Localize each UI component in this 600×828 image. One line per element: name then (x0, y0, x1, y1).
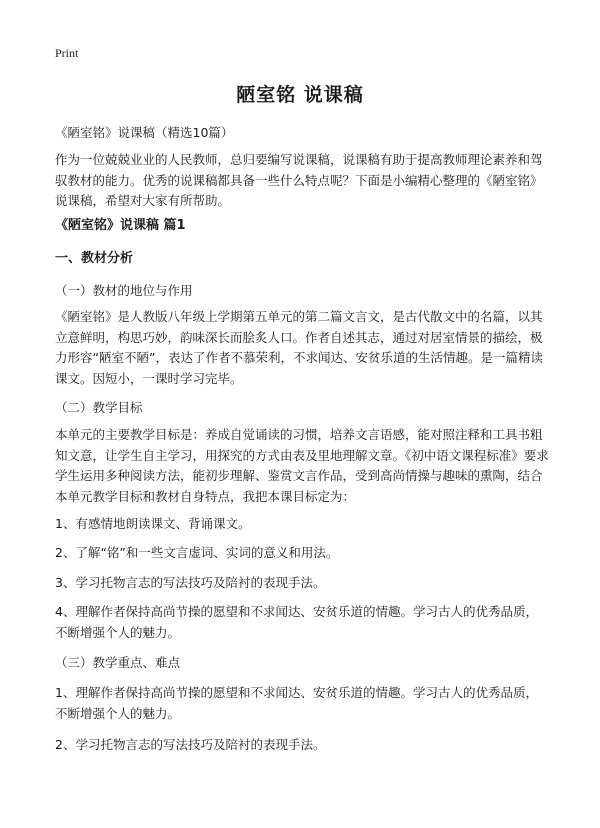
subsection-heading-3: （三）教学重点、难点 (55, 655, 181, 670)
article-heading: 《陋室铭》说课稿 篇1 (55, 218, 186, 233)
section-heading-1: 一、教材分析 (55, 251, 134, 266)
subsection-heading-2: （二）教学目标 (55, 400, 143, 415)
subsection-heading-1: （一）教材的地位与作用 (55, 283, 193, 298)
doc-subtitle: 《陋室铭》说课稿（精选10篇） (55, 125, 234, 140)
key-item-1: 1、理解作者保持高尚节操的愿望和不求闻达、安贫乐道的情趣。学习古人的优秀品质，不断增强个人的魅力。 (55, 685, 538, 721)
page-title: 陋室铭 说课稿 (236, 84, 364, 106)
goal-item-2: 2、了解“铭”和一些文言虚词、实词的意义和用法。 (55, 545, 339, 560)
goal-item-3: 3、学习托物言志的写法技巧及陪衬的表现手法。 (55, 575, 326, 590)
print-label[interactable]: Print (55, 46, 79, 60)
goal-item-1: 1、有感情地朗读课文、背诵课文。 (55, 516, 251, 531)
key-item-2: 2、学习托物言志的写法技巧及陪衬的表现手法。 (55, 737, 326, 752)
intro-paragraph: 作为一位兢兢业业的人民教师，总归要编写说课稿，说课稿有助于提高教师理论素养和驾驭教材的能力。优秀的说课稿都具备一些什么特点呢？下面是小编精心整理的《陋室铭》说课稿，希望对大家有所帮助。 (55, 152, 543, 208)
subsection-text-1: 《陋室铭》是人教版八年级上学期第五单元的第二篇文言文，是古代散文中的名篇，以其立意鲜明，构思巧妙，韵味深长而脍炙人口。作者自述其志，通过对居室情景的描绘，极力形容“陋室不陋”，表达了作者不慕荣利，不求闻达、安贫乐道的生活情趣。是一篇精读课文。因短小，一课时学习完毕。 (55, 309, 543, 386)
subsection-text-2: 本单元的主要教学目标是：养成自觉诵读的习惯，培养文言语感，能对照注释和工具书粗知文意，让学生自主学习，用探究的方式由表及里地理解文章。《初中语文课程标准》要求学生运用多种阅读方法，能初步理解、鉴赏文言作品，受到高尚情操与趣味的熏陶，结合本单元教学目标和教材自身特点，我把本课目标定为： (55, 427, 549, 504)
goal-item-4: 4、理解作者保持高尚节操的愿望和不求闻达、安贫乐道的情趣。学习古人的优秀品质，不断增强个人的魅力。 (55, 604, 538, 640)
